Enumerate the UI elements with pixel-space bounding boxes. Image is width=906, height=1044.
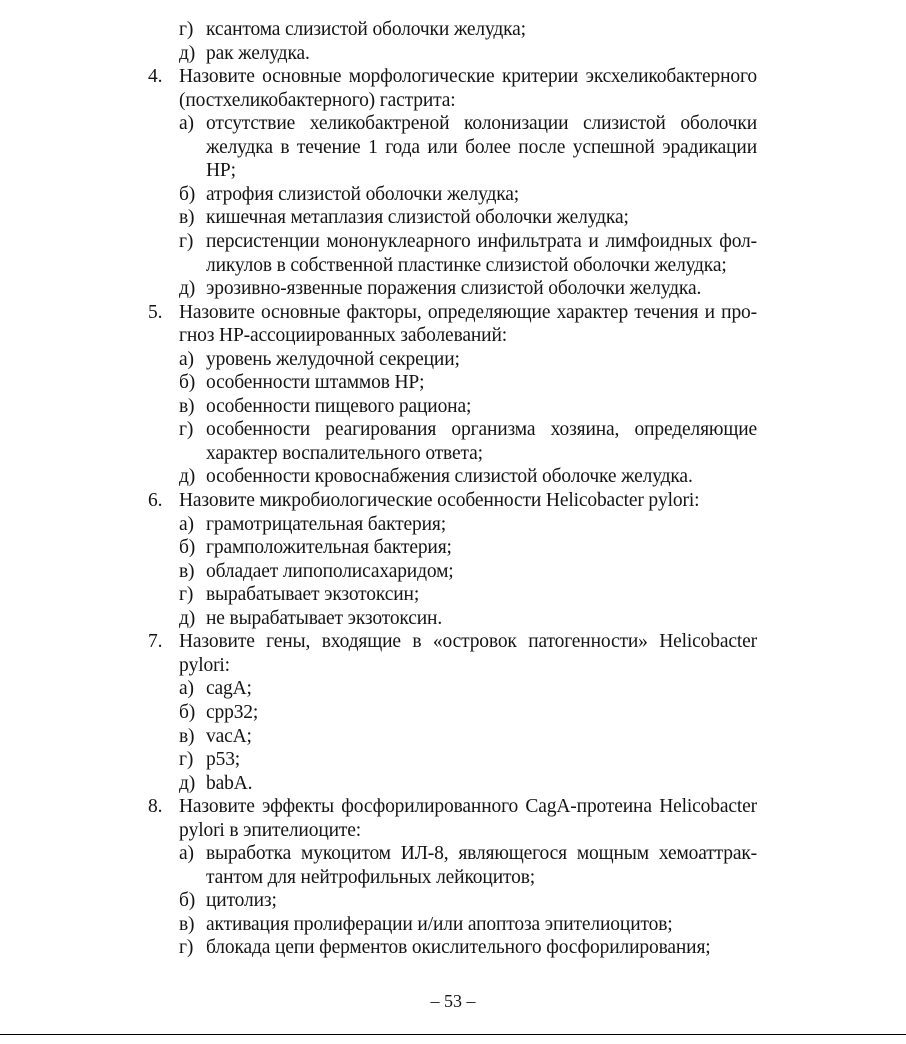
question-number: 5. xyxy=(148,301,163,323)
answer-marker: д) xyxy=(179,278,196,300)
answer-marker: а) xyxy=(179,843,194,865)
answer-text-line: HP; xyxy=(206,160,236,182)
bottom-rule xyxy=(0,1034,906,1035)
question-text-line: pylori: xyxy=(179,654,230,676)
answer-marker: д) xyxy=(179,607,196,629)
question-text-line: Назовите гены, входящие в «островок патогенности» Helicobacter xyxy=(179,631,757,653)
answer-marker: в) xyxy=(179,913,195,935)
answer-text-line: атрофия слизистой оболочки желудка; xyxy=(206,183,520,205)
answer-marker: б) xyxy=(179,890,196,912)
answer-marker: б) xyxy=(179,701,196,723)
answer-text-line: vacA; xyxy=(206,725,252,747)
question-number: 6. xyxy=(148,490,163,511)
answer-text-line: ксантома слизистой оболочки желудка; xyxy=(206,19,526,40)
page-number: – 53 – xyxy=(430,991,476,1011)
question-number: 7. xyxy=(148,631,163,653)
question-text-line: (постхеликобактерного) гастрита: xyxy=(179,89,456,111)
answer-text-line: цитолиз; xyxy=(206,890,277,912)
answer-text-line: babA. xyxy=(206,772,253,794)
answer-marker: г) xyxy=(179,937,194,959)
answer-marker: в) xyxy=(179,395,195,417)
answer-text-line: грамположительная бактерия; xyxy=(206,537,452,559)
answer-text-line: cpp32; xyxy=(206,701,259,723)
answer-text-line: тантом для нейтрофильных лейкоцитов; xyxy=(206,866,536,888)
answer-marker: а) xyxy=(179,113,194,135)
question-number: 4. xyxy=(148,66,163,88)
answer-text-line: грамотрицательная бактерия; xyxy=(206,513,446,535)
answer-text-line: блокада цепи ферментов окислительного фосфорилирования; xyxy=(206,937,711,959)
answer-text-line: желудка в течение 1 года или более после успешной эрадикации xyxy=(206,136,757,158)
answer-marker: г) xyxy=(179,749,194,771)
answer-text-line: эрозивно-язвенные поражения слизистой оболочки желудка. xyxy=(206,278,702,300)
question-text-line: Назовите основные факторы, определяющие характер течения и про- xyxy=(179,301,757,323)
answer-text-line: ликулов в собственной пластинке слизистой оболочки желудка; xyxy=(206,254,727,276)
answer-marker: д) xyxy=(179,466,196,488)
answer-text-line: не вырабатывает экзотоксин. xyxy=(206,607,443,629)
answer-text-line: cagA; xyxy=(206,678,252,700)
answer-text-line: активация пролиферации и/или апоптоза эпителиоцитов; xyxy=(206,913,673,935)
answer-marker: а) xyxy=(179,678,194,700)
answer-marker: в) xyxy=(179,560,195,582)
answer-marker: г) xyxy=(179,19,194,40)
question-text-line: Назовите микробиологические особенности Helicobacter pylori: xyxy=(179,490,700,511)
answer-marker: а) xyxy=(179,513,194,535)
answer-text-line: обладает липополисахаридом; xyxy=(206,560,454,582)
answer-text-line: p53; xyxy=(206,749,241,771)
answer-text-line: особенности пищевого рациона; xyxy=(206,395,472,417)
answer-text-line: рак желудка. xyxy=(206,42,310,64)
answer-text-line: уровень желудочной секреции; xyxy=(206,348,460,370)
answer-text-line: особенности кровоснабжения слизистой оболочке желудка. xyxy=(206,466,693,488)
answer-marker: в) xyxy=(179,207,195,229)
answer-marker: в) xyxy=(179,725,195,747)
answer-marker: б) xyxy=(179,372,196,394)
answer-marker: г) xyxy=(179,230,194,252)
answer-text-line: отсутствие хеликобактреной колонизации слизистой оболочки xyxy=(206,113,757,135)
answer-marker: б) xyxy=(179,537,196,559)
answer-text-line: вырабатывает экзотоксин; xyxy=(206,584,420,606)
question-number: 8. xyxy=(148,796,163,818)
answer-text-line: особенности штаммов HP; xyxy=(206,372,425,394)
answer-text-line: особенности реагирования организма хозяина, определяющие xyxy=(206,419,757,441)
answer-marker: а) xyxy=(179,348,194,370)
question-text-line: Назовите эффекты фосфорилированного CagA-протеина Helicobacter xyxy=(179,796,757,818)
answer-marker: д) xyxy=(179,772,196,794)
question-text-line: гноз HP-ассоциированных заболеваний: xyxy=(179,325,507,347)
answer-text-line: характер воспалительного ответа; xyxy=(206,442,483,464)
answer-marker: г) xyxy=(179,419,194,441)
answer-marker: д) xyxy=(179,42,196,64)
answer-marker: б) xyxy=(179,183,196,205)
question-text-line: pylori в эпителиоците: xyxy=(179,819,362,841)
answer-text-line: персистенции мононуклеарного инфильтрата и лимфоидных фол- xyxy=(206,230,757,252)
answer-marker: г) xyxy=(179,584,194,606)
answer-text-line: выработка мукоцитом ИЛ-8, являющегося мощным хемоаттрак- xyxy=(206,843,757,865)
question-text-line: Назовите основные морфологические критерии эксхеликобактерного xyxy=(179,66,757,88)
answer-text-line: кишечная метаплазия слизистой оболочки желудка; xyxy=(206,207,629,229)
